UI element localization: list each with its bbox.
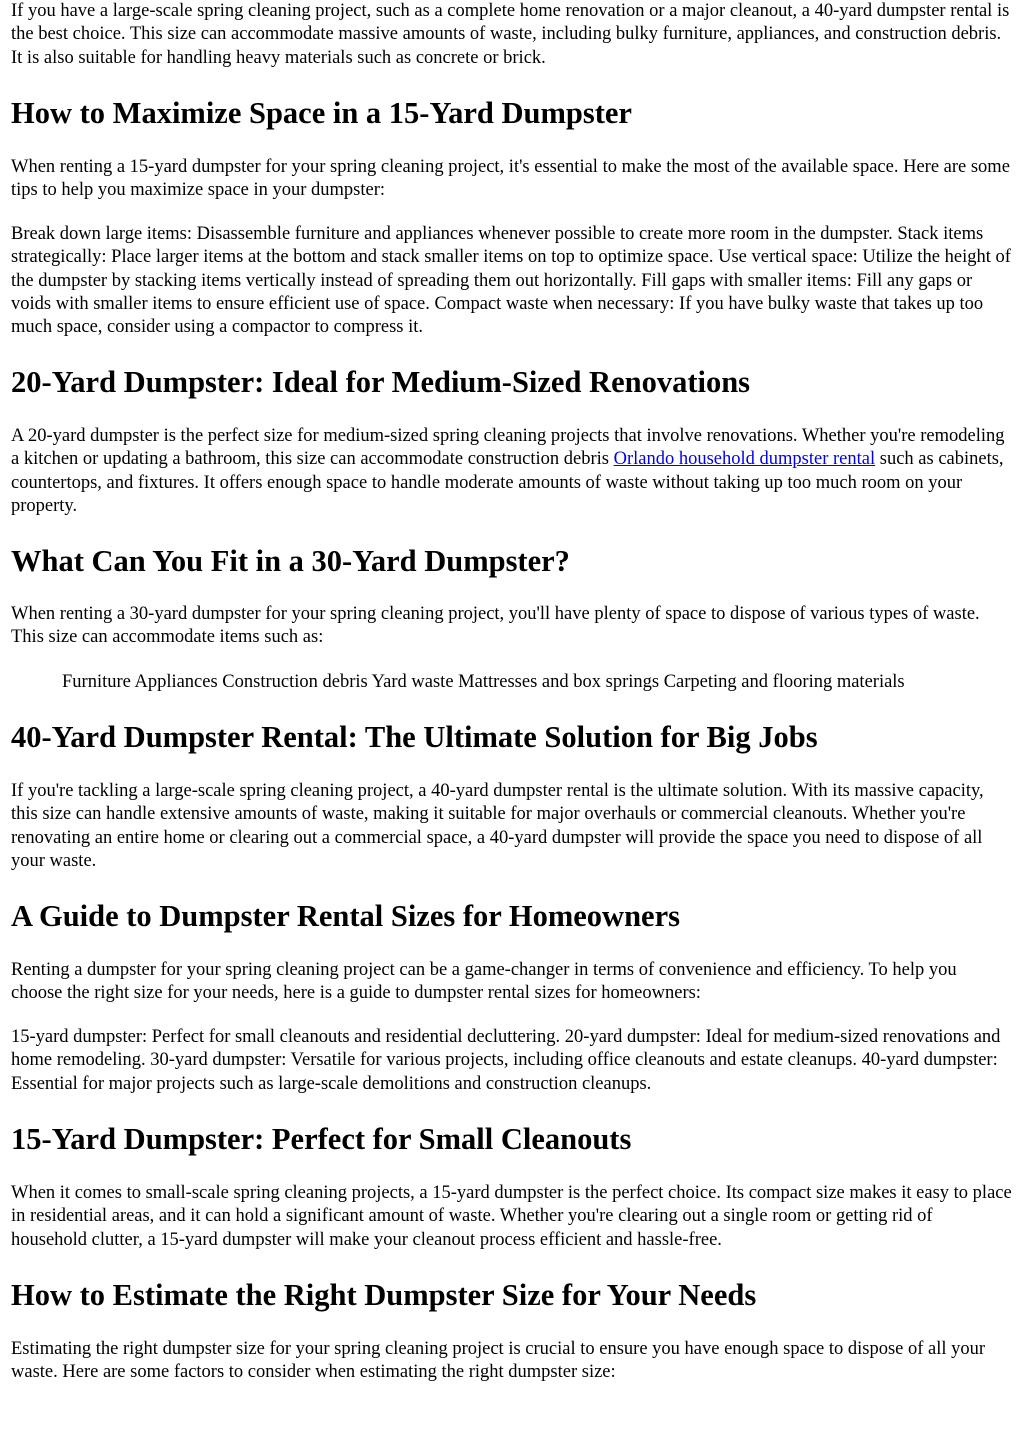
paragraph-20-yard-text-after: such as cabinets, countertops, and fixtures. It offers enough space to handle moderate amounts of waste without taking up too much room on your property. bbox=[11, 449, 1004, 516]
paragraph-size-guide: Renting a dumpster for your spring cleaning project can be a game-changer in terms of convenience and efficiency. To help you choose the right size for your needs, here is a guide to dumpster rental sizes for homeowners: bbox=[11, 960, 957, 1004]
heading-size-guide: A Guide to Dumpster Rental Sizes for Homeowners bbox=[11, 899, 680, 933]
paragraph-20-yard-text-before: A 20-yard dumpster is the perfect size for medium-sized spring cleaning projects that involve renovations. Whether you're remodeling a kitchen or updating a bathroom, this size can accommodate construction debris bbox=[11, 426, 1005, 470]
heading-estimate-size: How to Estimate the Right Dumpster Size for Your Needs bbox=[11, 1278, 757, 1312]
paragraph-estimate-size: Estimating the right dumpster size for your spring cleaning project is crucial to ensure you have enough space to dispose of all your waste. Here are some factors to consider when estimating the right dumpster size: bbox=[11, 1339, 986, 1383]
heading-20-yard: 20-Yard Dumpster: Ideal for Medium-Sized Renovations bbox=[11, 365, 751, 399]
heading-30-yard: What Can You Fit in a 30-Yard Dumpster? bbox=[11, 544, 570, 578]
intro-paragraph: If you have a large-scale spring cleaning project, such as a complete home renovation or a major cleanout, a 40-yard dumpster rental is the best choice. This size can accommodate massive amounts of waste, including bulky furniture, appliances, and construction debris. It is also suitable for handling heavy materials such as concrete or brick. bbox=[11, 1, 1010, 68]
paragraph-maximize-tips: Break down large items: Disassemble furniture and appliances whenever possible to create more room in the dumpster. Stack items strategically: Place larger items at the bottom and stack smaller items on top to optimize space. Use vertical space: Utilize the height of the dumpster by stacking items vertically instead of spreading them out horizontally. Fill gaps with smaller items: Fill any gaps or voids with smaller items to ensure efficient use of space. Compact waste when necessary: If you have bulky waste that takes up too much space, consider using a compactor to compress it. bbox=[11, 224, 1011, 338]
paragraph-40-yard: If you're tackling a large-scale spring cleaning project, a 40-yard dumpster rental is the ultimate solution. With its massive capacity, this size can handle extensive amounts of waste, making it suitable for major overhauls or commercial cleanouts. Whether you're renovating an entire home or clearing out a commercial space, a 40-yard dumpster will provide the space you need to dispose of all your waste. bbox=[11, 781, 984, 871]
list-30-yard-items: Furniture Appliances Construction debris Yard waste Mattresses and box springs Carpeting and flooring materials bbox=[62, 672, 905, 692]
paragraph-30-yard: When renting a 30-yard dumpster for your spring cleaning project, you'll have plenty of space to dispose of various types of waste. This size can accommodate items such as: bbox=[11, 604, 980, 648]
paragraph-20-yard bbox=[11, 425, 1012, 518]
paragraph-maximize-15-yard: When renting a 15-yard dumpster for your spring cleaning project, it's essential to make the most of the available space. Here are some tips to help you maximize space in your dumpster: bbox=[11, 157, 1010, 201]
heading-15-yard-small: 15-Yard Dumpster: Perfect for Small Cleanouts bbox=[11, 1122, 632, 1156]
paragraph-size-guide-list: 15-yard dumpster: Perfect for small cleanouts and residential decluttering. 20-yard dumpster: Ideal for medium-sized renovations and home remodeling. 30-yard dumpster: Versatile for various projects, including office cleanouts and estate cleanups. 40-yard dumpster: Essential for major projects such as large-scale demolitions and construction cleanups. bbox=[11, 1027, 1001, 1094]
orlando-dumpster-rental-link[interactable]: Orlando household dumpster rental bbox=[613, 449, 876, 470]
heading-maximize-15-yard: How to Maximize Space in a 15-Yard Dumpster bbox=[11, 96, 632, 130]
paragraph-15-yard-small: When it comes to small-scale spring cleaning projects, a 15-yard dumpster is the perfect choice. Its compact size makes it easy to place in residential areas, and it can hold a significant amount of waste. Whether you're clearing out a single room or getting rid of household clutter, a 15-yard dumpster will make your cleanout process efficient and hassle-free. bbox=[11, 1183, 1012, 1250]
heading-40-yard: 40-Yard Dumpster Rental: The Ultimate Solution for Big Jobs bbox=[11, 720, 818, 754]
